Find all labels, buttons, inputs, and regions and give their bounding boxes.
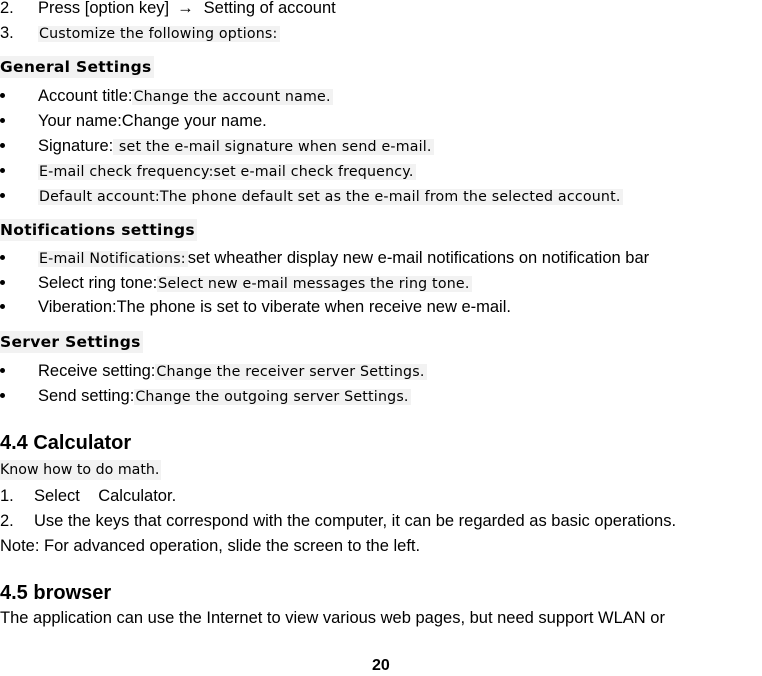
general-item-check-frequency [0,161,416,182]
item-desc: Default account:The phone default set as the e-mail from the selected account. [39,189,621,205]
general-item-account-title [0,86,333,107]
step-text: Press [option key] [38,0,170,17]
item-label: Receive setting: [38,362,156,380]
item-label: Select ring tone: [38,274,158,292]
calculator-step-1 [0,486,176,506]
notifications-item-email-notifications [0,248,649,269]
bullet-icon [0,280,5,285]
item-label: Signature: [38,137,114,155]
bullet-icon [0,143,5,148]
item-desc: Change the account name. [133,89,331,105]
item-label: Account title: [38,87,133,105]
item-label: Viberation:The phone is set to viberate when receive new e-mail. [38,298,511,316]
step-text: Select Calculator. [34,487,177,505]
item-desc: set the e-mail signature when send e-mail. [114,139,432,155]
server-settings-heading: Server Settings [0,333,141,351]
browser-text: The application can use the Internet to view various web pages, but need support WLAN or [0,609,665,627]
item-desc: set wheather display new e-mail notifications on notification bar [187,249,650,267]
calculator-note: Note: For advanced operation, slide the screen to the left. [0,537,421,555]
step-text: Customize the following options: [39,26,278,42]
step-text-target: Setting of account [203,0,336,17]
bullet-icon [0,304,5,309]
item-desc: Select new e-mail messages the ring tone. [158,276,470,292]
item-desc: Change the receiver server Settings. [156,364,425,380]
bullet-icon [0,393,5,398]
item-desc: Change the outgoing server Settings. [135,389,409,405]
step-2 [0,0,336,18]
calculator-heading: 4.4 Calculator [0,432,132,454]
item-label: Send setting: [38,387,135,405]
page-number: 20 [372,657,390,674]
step-text: Use the keys that correspond with the computer, it can be regarded as basic operations. [34,512,677,530]
server-item-send [0,386,411,407]
general-settings-heading: General Settings [0,58,152,76]
notifications-item-ring-tone [0,273,472,294]
bullet-icon [0,168,5,173]
step-number: 2. [0,0,14,17]
step-number: 1. [0,487,14,505]
item-label: E-mail Notifications: [39,251,186,267]
general-item-default-account [0,186,623,207]
bullet-icon [0,368,5,373]
item-desc: E-mail check frequency:set e-mail check frequency. [39,164,414,180]
bullet-icon [0,255,5,260]
notifications-settings-heading: Notifications settings [0,221,195,239]
right-arrow-icon: → [177,0,194,17]
general-item-signature [0,136,434,157]
general-item-your-name [0,111,267,131]
browser-heading: 4.5 browser [0,582,112,604]
calculator-intro: Know how to do math. [0,462,160,478]
step-3 [0,23,280,44]
calculator-step-2 [0,511,676,531]
bullet-icon [0,93,5,98]
bullet-icon [0,193,5,198]
notifications-item-vibration [0,297,511,317]
server-item-receive [0,361,427,382]
step-number: 3. [0,24,14,42]
bullet-icon [0,118,5,123]
step-number: 2. [0,512,14,530]
item-label: Your name:Change your name. [38,112,267,130]
